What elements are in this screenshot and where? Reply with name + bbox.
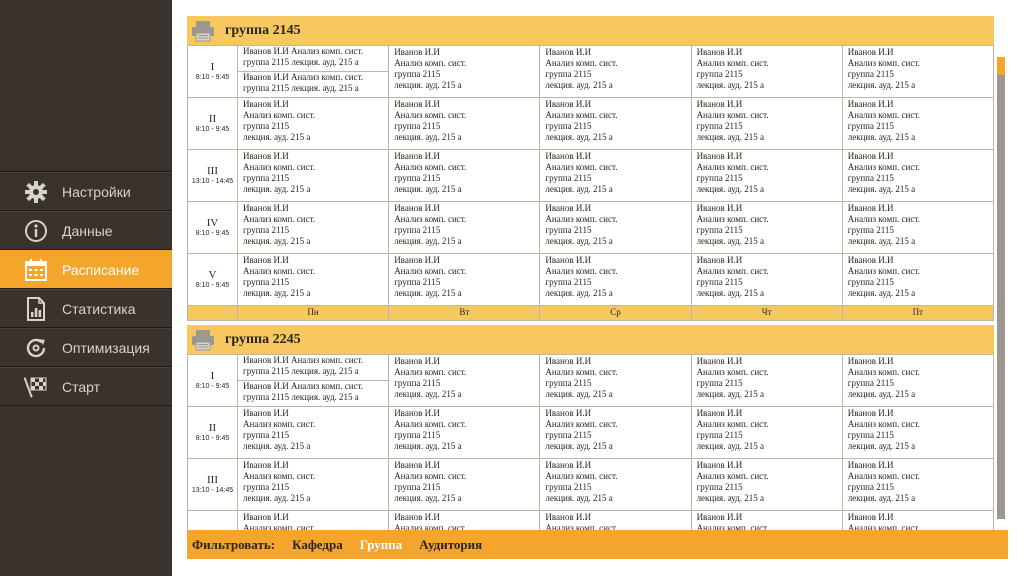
table-row <box>188 202 994 254</box>
group-header <box>187 325 994 354</box>
lesson-subject: Анализ комп. сист. <box>847 110 920 120</box>
lesson-teacher: Иванов И.И <box>394 408 440 418</box>
filter-option-group[interactable]: Группа <box>359 536 403 552</box>
lesson-cell[interactable] <box>238 511 389 531</box>
lesson-group: группа 2115 <box>545 277 592 287</box>
lesson-cell[interactable] <box>691 459 842 511</box>
lesson-room: лекция. ауд. 215 а <box>243 441 311 451</box>
lesson-group: группа 2115 <box>696 378 743 388</box>
lesson-subject: Анализ комп. сист. <box>696 110 769 120</box>
lesson-room: лекция. ауд. 215 а <box>545 236 613 246</box>
lesson-subject: Анализ комп. сист. <box>243 162 316 172</box>
lesson-group: группа 2115 <box>394 121 441 131</box>
filter-option-room[interactable]: Аудитория <box>419 536 483 552</box>
group-schedule <box>187 325 994 530</box>
table-row <box>188 150 994 202</box>
lesson-teacher: Иванов И.И <box>394 512 440 522</box>
sidebar-item-label: Оптимизация <box>62 339 150 356</box>
table-row <box>188 459 994 511</box>
weekday-label: Пт <box>842 306 993 321</box>
lesson-cell-split[interactable] <box>238 355 389 407</box>
lesson-cell[interactable] <box>540 202 691 254</box>
lesson-room: лекция. ауд. 215 а <box>394 132 462 142</box>
lesson-teacher: Иванов И.И <box>394 356 440 366</box>
lesson-group: группа 2115 <box>696 173 743 183</box>
lesson-cell[interactable] <box>389 407 540 459</box>
calendar-icon <box>23 257 49 283</box>
sidebar-item-data[interactable] <box>0 211 172 250</box>
sidebar-item-statistics[interactable] <box>0 289 172 328</box>
lesson-room: лекция. ауд. 215 а <box>696 389 764 399</box>
lesson-number: III <box>207 474 218 486</box>
lesson-room: лекция. ауд. 215 а <box>545 184 613 194</box>
filter-option-department[interactable]: Кафедра <box>292 536 343 552</box>
lesson-subject: Анализ комп. сист. <box>847 367 920 377</box>
lesson-subject: Анализ комп. сист. <box>394 523 467 530</box>
lesson-cell[interactable] <box>238 202 389 254</box>
lesson-subject: Анализ комп. сист. <box>243 214 316 224</box>
lesson-subject: Анализ комп. сист. <box>545 214 618 224</box>
refresh-gear-icon <box>23 335 49 361</box>
lesson-room: лекция. ауд. 215 а <box>696 184 764 194</box>
lesson-time-cell <box>188 407 238 459</box>
lesson-room: лекция. ауд. 215 а <box>243 493 311 503</box>
lesson-cell[interactable] <box>842 46 993 98</box>
weekday-header-row <box>188 306 994 321</box>
lesson-teacher: Иванов И.И <box>545 408 592 418</box>
info-icon <box>23 218 49 244</box>
lesson-teacher: Иванов И.И <box>696 203 743 213</box>
lesson-group: группа 2115 <box>394 173 441 183</box>
lesson-room: лекция. ауд. 215 а <box>243 132 311 142</box>
lesson-number: I <box>210 61 215 73</box>
lesson-time-cell <box>188 202 238 254</box>
sidebar-item-label: Статистика <box>62 300 136 317</box>
lesson-room: лекция. ауд. 215 а <box>243 236 311 246</box>
lesson-room: лекция. ауд. 215 а <box>545 132 613 142</box>
table-row <box>188 511 994 531</box>
lesson-room: лекция. ауд. 215 а <box>243 288 311 298</box>
lesson-group: группа 2115 <box>696 121 743 131</box>
lesson-time-cell <box>188 150 238 202</box>
lesson-group: группа 2115 <box>696 430 743 440</box>
lesson-cell[interactable] <box>540 459 691 511</box>
lesson-group: группа 2115 <box>847 121 894 131</box>
lesson-teacher: Иванов И.И <box>545 255 592 265</box>
lesson-cell[interactable] <box>842 150 993 202</box>
lesson-teacher: Иванов И.И <box>545 512 592 522</box>
lesson-subject: Анализ комп. сист. <box>243 419 316 429</box>
lesson-subject: Анализ комп. сист. <box>545 523 618 530</box>
lesson-teacher: Иванов И.И <box>394 203 440 213</box>
lesson-subject: Анализ комп. сист. <box>847 162 920 172</box>
lesson-cell[interactable] <box>389 355 540 407</box>
lesson-room: лекция. ауд. 215 а <box>545 441 613 451</box>
lesson-teacher: Иванов И.И <box>394 255 440 265</box>
group-header <box>187 16 994 45</box>
lesson-time-cell <box>188 46 238 98</box>
lesson-room: лекция. ауд. 215 а <box>394 288 462 298</box>
lesson-group: группа 2115 <box>394 482 441 492</box>
lesson-entry[interactable]: Иванов И.И Анализ комп. сист. группа 2115 лекция. ауд. 215 а <box>238 71 388 96</box>
lesson-room: лекция. ауд. 215 а <box>847 236 916 246</box>
lesson-subject: Анализ комп. сист. <box>243 523 316 530</box>
lesson-room: лекция. ауд. 215 а <box>847 441 916 451</box>
lesson-subject: Анализ комп. сист. <box>847 266 920 276</box>
lesson-teacher: Иванов И.И <box>243 512 289 522</box>
lesson-teacher: Иванов И.И <box>696 408 743 418</box>
lesson-time-cell <box>188 459 238 511</box>
lesson-subject: Анализ комп. сист. <box>847 214 920 224</box>
sidebar-item-start[interactable] <box>0 367 172 406</box>
lesson-subject: Анализ комп. сист. <box>394 162 467 172</box>
table-row <box>188 407 994 459</box>
schedule-area <box>187 16 1008 530</box>
lesson-cell[interactable] <box>842 254 993 306</box>
lesson-subject: Анализ комп. сист. <box>545 471 618 481</box>
lesson-group: группа 2115 <box>545 482 592 492</box>
scrollbar-thumb[interactable] <box>997 57 1005 75</box>
lesson-cell[interactable] <box>238 407 389 459</box>
lesson-teacher: Иванов И.И <box>394 99 440 109</box>
lesson-subject: Анализ комп. сист. <box>545 162 618 172</box>
lesson-group: группа 2115 <box>545 430 592 440</box>
lesson-cell[interactable] <box>238 459 389 511</box>
lesson-group: группа 2115 <box>545 69 592 79</box>
lesson-subject: Анализ комп. сист. <box>696 419 769 429</box>
lesson-room: лекция. ауд. 215 а <box>545 288 613 298</box>
lesson-number: V <box>208 269 217 281</box>
lesson-group: группа 2115 <box>847 69 894 79</box>
lesson-teacher: Иванов И.И <box>545 151 592 161</box>
lesson-teacher: Иванов И.И <box>243 203 289 213</box>
lesson-room: лекция. ауд. 215 а <box>545 389 613 399</box>
lesson-cell[interactable] <box>389 202 540 254</box>
lesson-subject: Анализ комп. сист. <box>545 419 618 429</box>
table-row <box>188 355 994 407</box>
lesson-cell[interactable] <box>842 98 993 150</box>
lesson-cell[interactable] <box>238 98 389 150</box>
filter-bar <box>187 530 1008 559</box>
printer-icon[interactable] <box>191 20 215 42</box>
lesson-cell-split[interactable] <box>238 46 389 98</box>
lesson-cell[interactable] <box>842 459 993 511</box>
lesson-group: группа 2115 <box>394 378 441 388</box>
lesson-subject: Анализ комп. сист. <box>696 266 769 276</box>
lesson-teacher: Иванов И.И <box>847 203 894 213</box>
lesson-subject: Анализ комп. сист. <box>696 523 769 530</box>
lesson-room: лекция. ауд. 215 а <box>847 132 916 142</box>
sidebar-item-optimization[interactable] <box>0 328 172 367</box>
sidebar-item-label: Данные <box>62 222 113 239</box>
lesson-cell[interactable] <box>691 150 842 202</box>
lesson-number: II <box>208 113 217 125</box>
lesson-teacher: Иванов И.И <box>394 460 440 470</box>
lesson-teacher: Иванов И.И <box>696 47 743 57</box>
sidebar-item-settings[interactable] <box>0 172 172 211</box>
lesson-teacher: Иванов И.И <box>545 99 592 109</box>
lesson-cell[interactable] <box>540 254 691 306</box>
lesson-teacher: Иванов И.И <box>243 255 289 265</box>
weekday-label: Ср <box>540 306 691 321</box>
sidebar <box>0 0 172 576</box>
printer-icon[interactable] <box>191 329 215 351</box>
sidebar-item-schedule[interactable] <box>0 250 172 289</box>
lesson-teacher: Иванов И.И <box>847 151 894 161</box>
lesson-subject: Анализ комп. сист. <box>696 162 769 172</box>
lesson-group: группа 2115 <box>394 277 441 287</box>
lesson-subject: Анализ комп. сист. <box>545 110 618 120</box>
lesson-group: группа 2115 <box>243 430 290 440</box>
lesson-group: группа 2115 <box>545 121 592 131</box>
lesson-cell[interactable] <box>691 46 842 98</box>
sidebar-menu <box>0 171 172 406</box>
lesson-teacher: Иванов И.И <box>394 47 440 57</box>
lesson-teacher: Иванов И.И <box>847 460 894 470</box>
lesson-teacher: Иванов И.И <box>696 460 743 470</box>
lesson-subject: Анализ комп. сист. <box>394 266 467 276</box>
sidebar-item-label: Старт <box>62 378 101 395</box>
scrollbar-track[interactable] <box>997 75 1005 519</box>
lesson-cell[interactable] <box>540 355 691 407</box>
lesson-room: лекция. ауд. 215 а <box>696 132 764 142</box>
group-schedule <box>187 16 994 321</box>
lesson-room: лекция. ауд. 215 а <box>847 80 916 90</box>
lesson-hours: 13:10 - 14:45 <box>191 487 234 494</box>
lesson-cell[interactable] <box>389 46 540 98</box>
lesson-time-cell <box>188 355 238 407</box>
lesson-subject: Анализ комп. сист. <box>696 214 769 224</box>
gear-icon <box>23 179 49 205</box>
lesson-room: лекция. ауд. 215 а <box>847 288 916 298</box>
lesson-time-cell <box>188 98 238 150</box>
lesson-group: группа 2115 <box>696 482 743 492</box>
vertical-scrollbar[interactable] <box>997 57 1005 519</box>
lesson-subject: Анализ комп. сист. <box>696 367 769 377</box>
lesson-room: лекция. ауд. 215 а <box>696 80 764 90</box>
lesson-entry[interactable]: Иванов И.И Анализ комп. сист. группа 2115 лекция. ауд. 215 а <box>243 46 364 67</box>
lesson-subject: Анализ комп. сист. <box>847 58 920 68</box>
lesson-group: группа 2115 <box>545 378 592 388</box>
group-title: группа 2145 <box>225 22 301 38</box>
lesson-teacher: Иванов И.И <box>696 356 743 366</box>
lesson-group: группа 2115 <box>847 482 894 492</box>
lesson-group: группа 2115 <box>243 482 290 492</box>
lesson-room: лекция. ауд. 215 а <box>696 493 764 503</box>
lesson-cell[interactable] <box>389 150 540 202</box>
lesson-group: группа 2115 <box>847 225 894 235</box>
lesson-subject: Анализ комп. сист. <box>545 58 618 68</box>
lesson-teacher: Иванов И.И <box>696 255 743 265</box>
lesson-time-cell <box>188 254 238 306</box>
sidebar-item-label: Настройки <box>62 183 131 200</box>
lesson-teacher: Иванов И.И <box>545 356 592 366</box>
lesson-subject: Анализ комп. сист. <box>847 523 920 530</box>
lesson-cell[interactable] <box>540 150 691 202</box>
lesson-teacher: Иванов И.И <box>696 99 743 109</box>
weekday-label: Пн <box>238 306 389 321</box>
lesson-group: группа 2115 <box>696 69 743 79</box>
lesson-cell[interactable] <box>540 407 691 459</box>
lesson-cell[interactable] <box>389 254 540 306</box>
lesson-teacher: Иванов И.И <box>847 408 894 418</box>
lesson-entry[interactable]: Иванов И.И Анализ комп. сист. группа 2115 лекция. ауд. 215 а <box>243 355 364 376</box>
lesson-subject: Анализ комп. сист. <box>394 58 467 68</box>
lesson-teacher: Иванов И.И <box>847 512 894 522</box>
lesson-hours: 8:10 - 9:45 <box>195 282 230 289</box>
lesson-subject: Анализ комп. сист. <box>243 471 316 481</box>
table-row <box>188 98 994 150</box>
lesson-room: лекция. ауд. 215 а <box>847 389 916 399</box>
lesson-group: группа 2115 <box>847 378 894 388</box>
schedule-table <box>187 45 994 321</box>
lesson-subject: Анализ комп. сист. <box>545 367 618 377</box>
filter-label: Фильтровать: <box>192 536 276 552</box>
lesson-cell[interactable] <box>540 46 691 98</box>
lesson-hours: 8:10 - 9:45 <box>195 383 230 390</box>
lesson-group: группа 2115 <box>545 225 592 235</box>
lesson-teacher: Иванов И.И <box>394 151 440 161</box>
checkered-flag-icon <box>23 374 49 400</box>
lesson-teacher: Иванов И.И <box>696 151 743 161</box>
lesson-group: группа 2115 <box>394 225 441 235</box>
lesson-subject: Анализ комп. сист. <box>394 367 467 377</box>
lesson-group: группа 2115 <box>243 173 290 183</box>
weekday-label: Вт <box>389 306 540 321</box>
lesson-entry[interactable]: Иванов И.И Анализ комп. сист. группа 2115 лекция. ауд. 215 а <box>238 380 388 405</box>
lesson-room: лекция. ауд. 215 а <box>696 236 764 246</box>
lesson-cell[interactable] <box>238 150 389 202</box>
weekday-label: Чт <box>691 306 842 321</box>
lesson-teacher: Иванов И.И <box>847 356 894 366</box>
lesson-teacher: Иванов И.И <box>696 512 743 522</box>
lesson-teacher: Иванов И.И <box>243 408 289 418</box>
lesson-cell[interactable] <box>691 355 842 407</box>
lesson-cell[interactable] <box>691 98 842 150</box>
lesson-cell[interactable] <box>842 511 993 531</box>
lesson-room: лекция. ауд. 215 а <box>545 493 613 503</box>
lesson-hours: 8:10 - 9:45 <box>195 74 230 81</box>
lesson-subject: Анализ комп. сист. <box>394 471 467 481</box>
lesson-group: группа 2115 <box>243 277 290 287</box>
lesson-cell[interactable] <box>389 98 540 150</box>
table-row <box>188 46 994 98</box>
lesson-room: лекция. ауд. 215 а <box>545 80 613 90</box>
lesson-room: лекция. ауд. 215 а <box>243 184 311 194</box>
lesson-teacher: Иванов И.И <box>545 47 592 57</box>
lesson-subject: Анализ комп. сист. <box>696 58 769 68</box>
lesson-cell[interactable] <box>238 254 389 306</box>
lesson-cell[interactable] <box>691 511 842 531</box>
lesson-subject: Анализ комп. сист. <box>243 266 316 276</box>
lesson-cell[interactable] <box>842 407 993 459</box>
lesson-cell[interactable] <box>540 511 691 531</box>
lesson-subject: Анализ комп. сист. <box>847 471 920 481</box>
lesson-subject: Анализ комп. сист. <box>545 266 618 276</box>
lesson-teacher: Иванов И.И <box>545 460 592 470</box>
lesson-subject: Анализ комп. сист. <box>243 110 316 120</box>
lesson-group: группа 2115 <box>696 225 743 235</box>
lesson-teacher: Иванов И.И <box>243 460 289 470</box>
lesson-cell[interactable] <box>842 202 993 254</box>
lesson-number: III <box>207 165 218 177</box>
lesson-cell[interactable] <box>540 98 691 150</box>
lesson-room: лекция. ауд. 215 а <box>394 389 462 399</box>
lesson-number: I <box>210 370 215 382</box>
lesson-time-cell <box>188 511 238 531</box>
lesson-teacher: Иванов И.И <box>847 99 894 109</box>
lesson-subject: Анализ комп. сист. <box>394 110 467 120</box>
lesson-room: лекция. ауд. 215 а <box>696 288 764 298</box>
lesson-hours: 8:10 - 9:45 <box>195 435 230 442</box>
lesson-cell[interactable] <box>691 407 842 459</box>
lesson-cell[interactable] <box>842 355 993 407</box>
lesson-group: группа 2115 <box>696 277 743 287</box>
lesson-subject: Анализ комп. сист. <box>394 214 467 224</box>
stats-document-icon <box>23 296 49 322</box>
lesson-room: лекция. ауд. 215 а <box>847 493 916 503</box>
lesson-hours: 8:10 - 9:45 <box>195 126 230 133</box>
lesson-subject: Анализ комп. сист. <box>394 419 467 429</box>
lesson-group: группа 2115 <box>545 173 592 183</box>
lesson-group: группа 2115 <box>394 430 441 440</box>
lesson-room: лекция. ауд. 215 а <box>394 80 462 90</box>
lesson-room: лекция. ауд. 215 а <box>696 441 764 451</box>
lesson-group: группа 2115 <box>243 121 290 131</box>
lesson-teacher: Иванов И.И <box>243 99 289 109</box>
lesson-number: IV <box>206 217 219 229</box>
lesson-cell[interactable] <box>691 254 842 306</box>
lesson-teacher: Иванов И.И <box>847 47 894 57</box>
sidebar-item-label: Расписание <box>62 261 140 278</box>
lesson-room: лекция. ауд. 215 а <box>847 184 916 194</box>
lesson-teacher: Иванов И.И <box>545 203 592 213</box>
lesson-subject: Анализ комп. сист. <box>696 471 769 481</box>
lesson-teacher: Иванов И.И <box>847 255 894 265</box>
lesson-group: группа 2115 <box>243 225 290 235</box>
table-row <box>188 254 994 306</box>
lesson-group: группа 2115 <box>847 430 894 440</box>
schedule-table <box>187 354 994 530</box>
lesson-room: лекция. ауд. 215 а <box>394 236 462 246</box>
lesson-group: группа 2115 <box>847 277 894 287</box>
lesson-cell[interactable] <box>389 511 540 531</box>
lesson-hours: 8:10 - 9:45 <box>195 230 230 237</box>
lesson-teacher: Иванов И.И <box>243 151 289 161</box>
lesson-group: группа 2115 <box>847 173 894 183</box>
lesson-subject: Анализ комп. сист. <box>847 419 920 429</box>
lesson-number: II <box>208 422 217 434</box>
lesson-room: лекция. ауд. 215 а <box>394 493 462 503</box>
lesson-cell[interactable] <box>389 459 540 511</box>
lesson-cell[interactable] <box>691 202 842 254</box>
lesson-room: лекция. ауд. 215 а <box>394 441 462 451</box>
lesson-hours: 13:10 - 14:45 <box>191 178 234 185</box>
lesson-group: группа 2115 <box>394 69 441 79</box>
weekday-corner <box>188 306 238 321</box>
group-title: группа 2245 <box>225 331 301 347</box>
lesson-room: лекция. ауд. 215 а <box>394 184 462 194</box>
